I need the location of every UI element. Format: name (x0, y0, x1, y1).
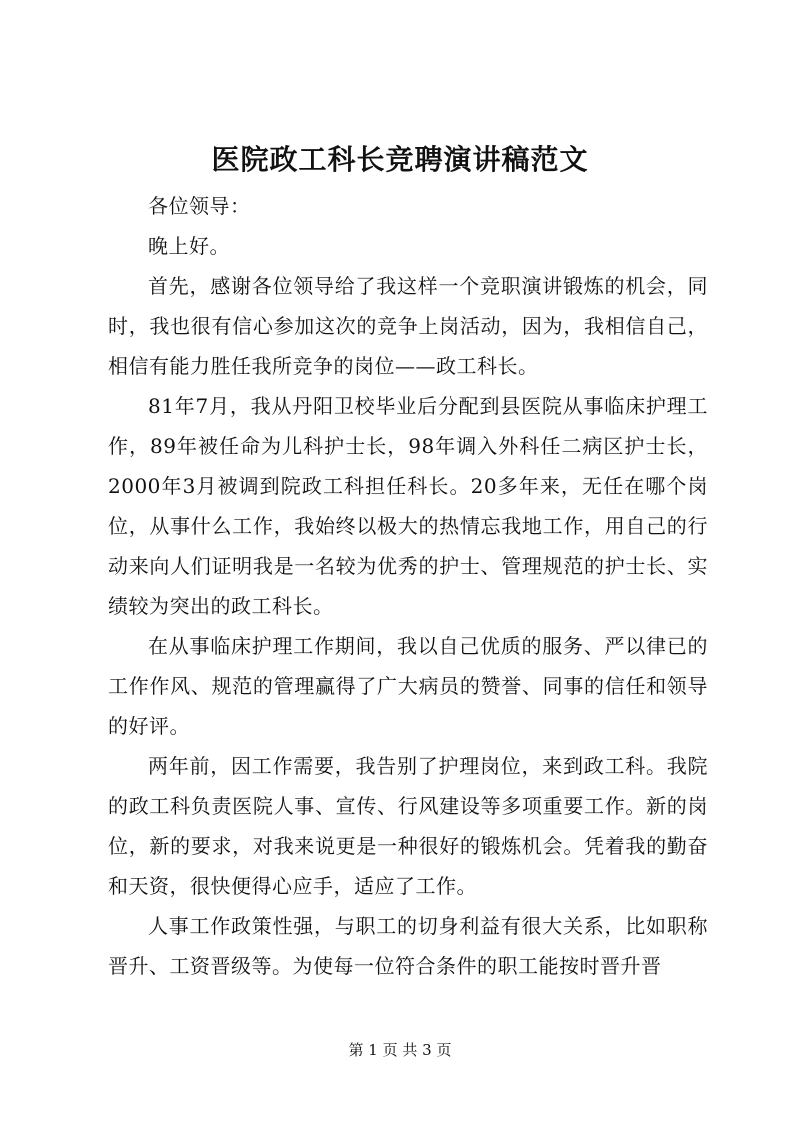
paragraph-salutation: 各位领导： (148, 194, 251, 218)
page-number-footer: 第 1 页 共 3 页 (348, 1041, 452, 1059)
paragraph: 81年7月，我从丹阳卫校毕业后分配到县医院从事临床护理工作，89年被任命为儿科护士长，98年调入外科任二病区护士长，2000年3月被调到院政工科担任科长。20多年来，无任在哪个岗位，从事什么工作，我始终以极大的热情忘我地工作，用自己的行动来向人们证明我是一名较为优秀的护士、管理规范的护士长、实绩较为突出的政工科长。 (108, 394, 708, 618)
paragraph: 人事工作政策性强，与职工的切身利益有很大关系，比如职称晋升、工资晋级等。为使每一位符合条件的职工能按时晋升晋 (108, 914, 708, 978)
paragraph: 在从事临床护理工作期间，我以自己优质的服务、严以律已的工作作风、规范的管理赢得了广大病员的赞誉、同事的信任和领导的好评。 (108, 634, 708, 738)
document-body (108, 186, 708, 986)
paragraph: 两年前，因工作需要，我告别了护理岗位，来到政工科。我院的政工科负责医院人事、宣传、行风建设等多项重要工作。新的岗位，新的要求，对我来说更是一种很好的锻炼机会。凭着我的勤奋和天资，很快便得心应手，适应了工作。 (108, 754, 708, 898)
paragraph-greeting: 晚上好。 (148, 234, 230, 258)
paragraph: 首先，感谢各位领导给了我这样一个竞职演讲锻炼的机会，同时，我也很有信心参加这次的竞争上岗活动，因为，我相信自己，相信有能力胜任我所竞争的岗位——政工科长。 (108, 274, 708, 378)
document-title: 医院政工科长竞聘演讲稿范文 (211, 143, 589, 176)
